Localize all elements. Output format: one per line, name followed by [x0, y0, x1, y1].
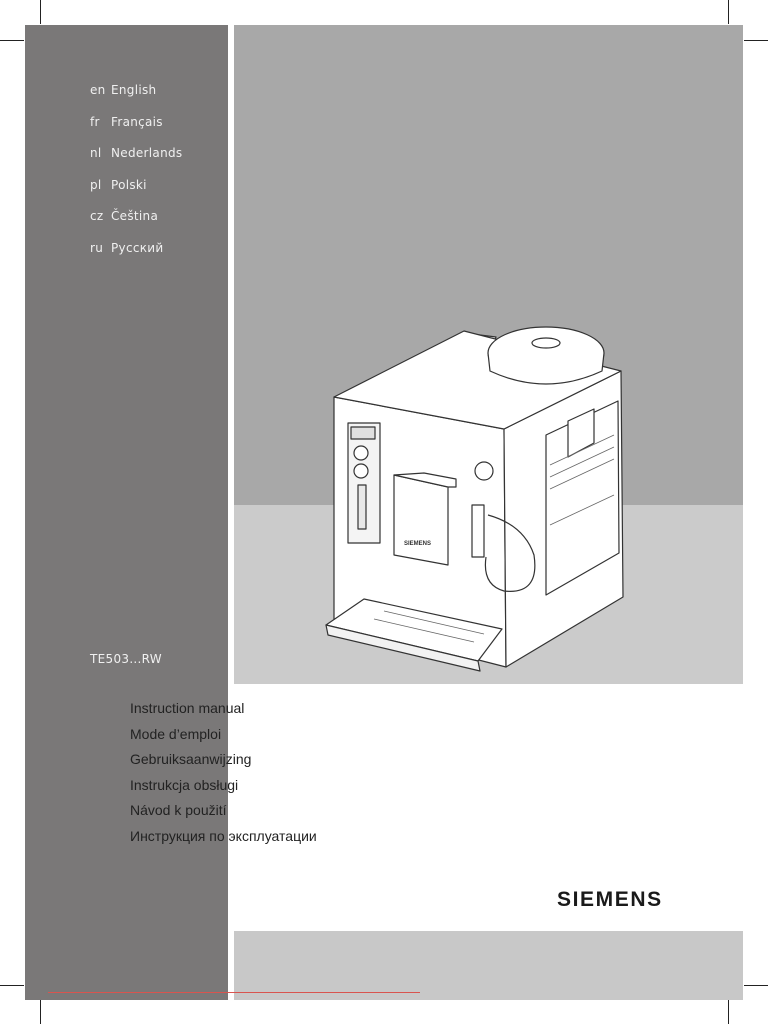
language-code: cz — [90, 209, 104, 223]
coffee-outlet — [394, 475, 448, 565]
crop-mark — [40, 1000, 41, 1024]
manual-title: Instruction manual — [130, 700, 245, 716]
model-number: TE503...RW — [90, 652, 162, 666]
steam-valve — [475, 462, 493, 480]
accent-bar — [91, 684, 103, 930]
manual-title: Инструкция по эксплуатации — [130, 827, 317, 844]
manual-title: Návod k použití — [130, 802, 227, 818]
language-item — [90, 83, 182, 115]
language-name: Nederlands — [111, 146, 183, 160]
language-name: Čeština — [111, 209, 159, 223]
red-rule — [48, 992, 420, 993]
language-name: English — [111, 83, 157, 97]
manual-title: Instrukcja obsługi — [130, 776, 239, 793]
steam-nozzle — [472, 505, 484, 557]
brand-logo: SIEMENS — [557, 888, 663, 911]
language-item — [90, 241, 182, 273]
display-screen — [351, 427, 375, 439]
machine-brand-label: SIEMENS — [404, 541, 432, 547]
crop-mark — [744, 40, 768, 41]
language-item — [90, 178, 182, 210]
crop-mark — [0, 40, 24, 41]
language-item — [90, 209, 182, 241]
language-item — [90, 146, 182, 178]
manual-title-list — [130, 700, 317, 853]
crop-mark — [0, 985, 24, 986]
crop-mark — [728, 1000, 729, 1024]
manual-title: Gebruiksaanwijzing — [130, 751, 252, 767]
language-name: Русский — [111, 240, 164, 255]
hero-illustration-panel — [234, 25, 743, 684]
language-list — [90, 83, 182, 272]
language-code: pl — [90, 177, 102, 192]
crop-mark — [728, 0, 729, 24]
knob — [354, 464, 368, 478]
coffee-machine-illustration — [234, 25, 743, 684]
language-name: Français — [111, 114, 163, 129]
footer-strip — [234, 931, 743, 1000]
knob — [354, 446, 368, 460]
slider-control — [358, 485, 366, 529]
language-name: Polski — [111, 177, 147, 192]
manual-title: Mode d’emploi — [130, 725, 222, 742]
crop-mark — [744, 985, 768, 986]
language-code: nl — [90, 146, 102, 160]
language-code: fr — [90, 114, 100, 129]
language-code: ru — [90, 240, 104, 255]
language-item — [90, 115, 182, 147]
crop-mark — [40, 0, 41, 24]
language-code: en — [90, 83, 106, 97]
